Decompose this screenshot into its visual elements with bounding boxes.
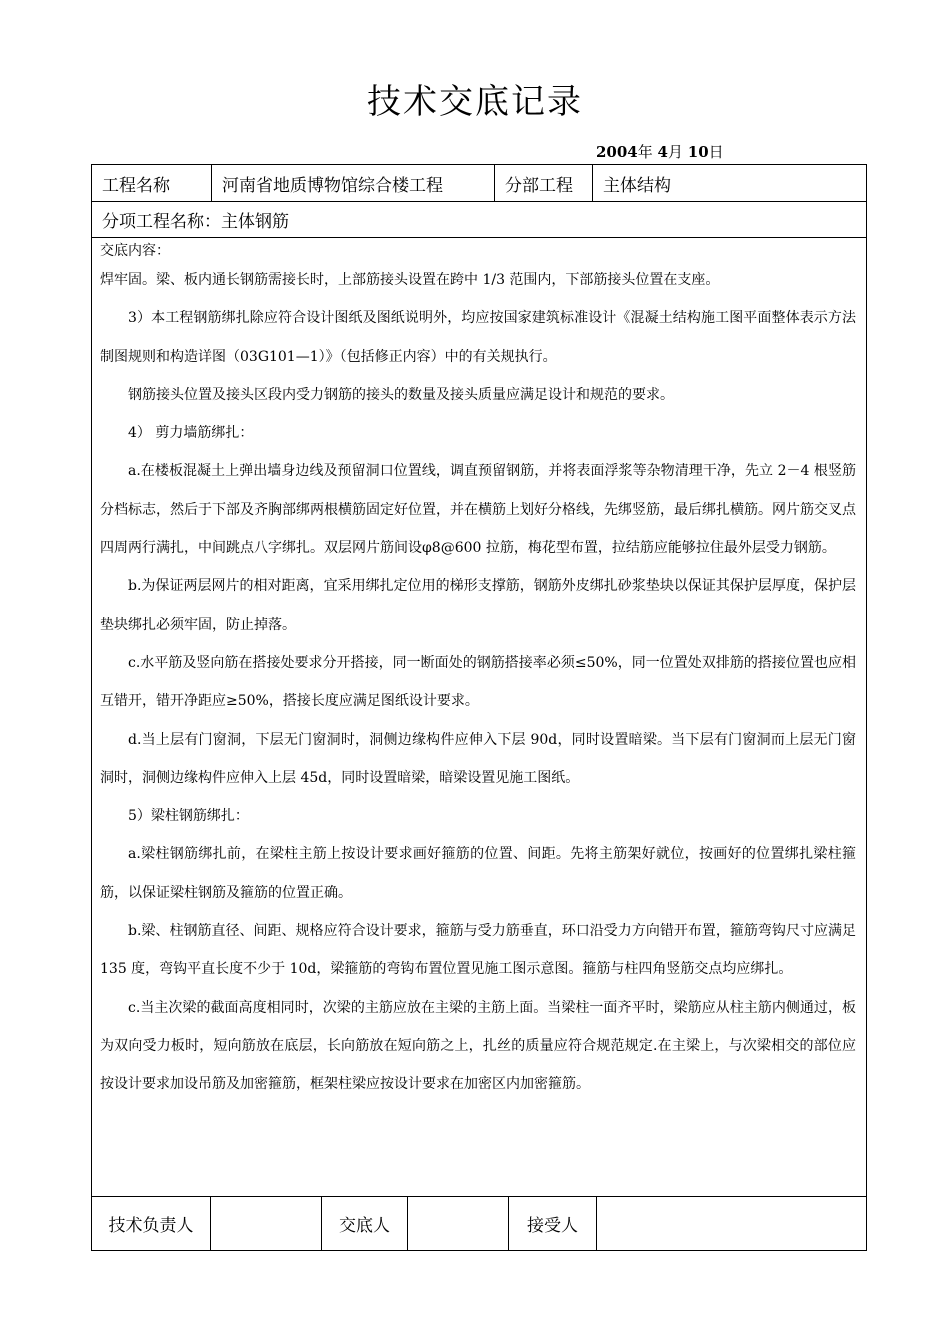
receiver-label: 接受人: [509, 1197, 597, 1251]
subdivision-value: 主体钢筋: [221, 212, 289, 232]
content-paragraph: 5）梁柱钢筋绑扎：: [128, 808, 249, 825]
document-title: 技术交底记录: [367, 82, 583, 122]
subdivision-label: 分项工程名称：: [102, 212, 221, 232]
tech-lead-signature: [211, 1197, 322, 1251]
date-day: 10: [687, 143, 709, 161]
project-name-label: 工程名称: [92, 165, 212, 202]
content-body: [100, 261, 856, 1104]
division-label: 分部工程: [495, 165, 593, 202]
header-table: [91, 164, 867, 238]
content-paragraph: 焊牢固。梁、板内通长钢筋需接长时，上部筋接头设置在跨中 1/3 范围内，下部筋接头位置在支座。: [100, 272, 720, 288]
content-paragraph: c.水平筋及竖向筋在搭接处要求分开搭接，同一断面处的钢筋搭接率必须≤50%，同一位置处双排筋的搭接位置也应相互错开，错开净距应≥50%，搭接长度应满足图纸设计要求。: [100, 654, 856, 710]
content-paragraph: d.当上层有门窗洞，下层无门窗洞时，洞侧边缘构件应伸入下层 90d，同时设置暗梁。当下层有门窗洞而上层无门窗洞时，洞侧边缘构件应伸入上层 45d，同时设置暗梁，暗梁设置见施工图纸。: [100, 731, 856, 786]
content-paragraph: b.梁、柱钢筋直径、间距、规格应符合设计要求，箍筋与受力筋垂直，环口沿受力方向错开布置，箍筋弯钩尺寸应满足 135 度，弯钩平直长度不少于 10d，梁箍筋的弯钩布置位置见施工图示意图。箍筋与柱四角竖筋交点均应绑扎。: [100, 923, 856, 978]
content-paragraph: 4） 剪力墙筋绑扎：: [128, 425, 254, 442]
content-paragraph: 3）本工程钢筋绑扎除应符合设计图纸及图纸说明外，均应按国家建筑标准设计《混凝土结构施工图平面整体表示方法制图规则和构造详图（03G101—1）》（包括修正内容）中的有关规执行。: [100, 310, 856, 365]
division-value: 主体结构: [593, 165, 867, 202]
content-section: [91, 237, 867, 1197]
project-name-value: 河南省地质博物馆综合楼工程: [212, 165, 495, 202]
receiver-signature: [597, 1197, 867, 1251]
content-paragraph: b.为保证两层网片的相对距离，宜采用绑扎定位用的梯形支撑筋，钢筋外皮绑扎砂浆垫块以保证其保护层厚度，保护层垫块绑扎必须牢固，防止掉落。: [100, 578, 856, 633]
document-date: [596, 141, 724, 162]
date-month: 4: [657, 143, 668, 161]
content-paragraph: a.梁柱钢筋绑扎前，在梁柱主筋上按设计要求画好箍筋的位置、间距。先将主筋架好就位，按画好的位置绑扎梁柱箍筋，以保证梁柱钢筋及箍筋的位置正确。: [100, 846, 856, 901]
date-day-unit: 日: [708, 143, 724, 161]
content-paragraph: 钢筋接头位置及接头区段内受力钢筋的接头的数量及接头质量应满足设计和规范的要求。: [128, 386, 674, 403]
presenter-label: 交底人: [322, 1197, 408, 1251]
subdivision-row: [92, 202, 867, 238]
content-label: 交底内容：: [100, 243, 170, 259]
content-paragraph: a.在楼板混凝土上弹出墙身边线及预留洞口位置线，调直预留钢筋，并将表面浮浆等杂物清理干净，先立 2－4 根竖筋分档标志，然后于下部及齐胸部绑两根横筋固定好位置，并在横筋上划好分格线，先绑竖筋，最后绑扎横筋。网片筋交叉点四周两行满扎，中间跳点八字绑扎。双层网片筋间设φ8@600 拉筋，梅花型布置，拉结筋应能够拉住最外层受力钢筋。: [100, 463, 856, 557]
date-year-unit: 年: [637, 143, 653, 161]
tech-lead-label: 技术负责人: [92, 1197, 211, 1251]
presenter-signature: [408, 1197, 509, 1251]
content-paragraph: c.当主次梁的截面高度相同时，次梁的主筋应放在主梁的主筋上面。当梁柱一面齐平时，梁筋应从柱主筋内侧通过，板为双向受力板时，短向筋放在底层，长向筋放在短向筋之上，扎丝的质量应符合规范规定.在主梁上，与次梁相交的部位应按设计要求加设吊筋及加密箍筋，框架柱梁应按设计要求在加密区内加密箍筋。: [100, 999, 856, 1093]
date-year: 2004: [596, 143, 638, 161]
signature-table: [91, 1196, 867, 1251]
date-month-unit: 月: [667, 143, 683, 161]
